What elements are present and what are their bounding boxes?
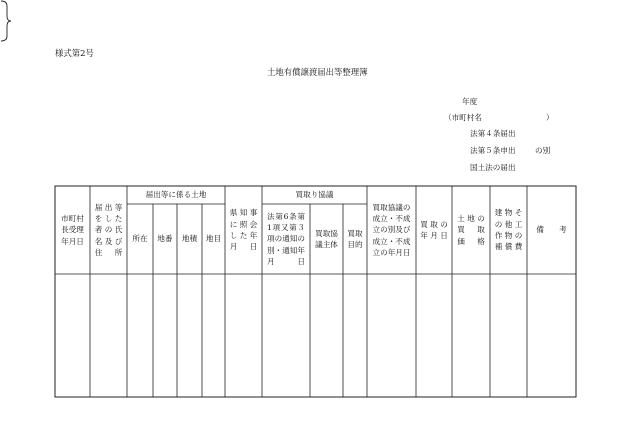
ledger-entry-area [55, 274, 576, 397]
header-purchase-date: 買 取 の 年月日 [420, 219, 448, 240]
header-prefecture-inquiry-date: 県 知 事 に 照 会 し た 年 月日 [229, 208, 258, 252]
header-land-category: 地目 [205, 234, 222, 244]
header-purchaser: 買取協 議主体 [315, 228, 338, 249]
municipality-close-paren: ） [546, 113, 554, 122]
header-land-location: 所在 [132, 234, 148, 244]
header-agreement-status-date: 買取協議の 成立・不成 立の別及び 成立・不成 立の年月日 [372, 202, 411, 257]
law-item-national-land: 国土法の届出 [470, 163, 516, 172]
header-notice-type-date: 法第6条第 1項又第３ 項の通知の 別・通知年 月日 [267, 211, 305, 266]
header-receipt-date: 市町村 長受理 年月日 [61, 214, 84, 246]
law-item-article4: 法第４条届出 [470, 129, 516, 138]
document-title: 土地有償譲渡届出等整理簿 [267, 67, 368, 77]
header-land-area: 地積 [181, 234, 198, 244]
distinction-suffix: の別 [535, 146, 551, 155]
header-land-lot-number: 地番 [157, 234, 173, 244]
municipality-name-label: （市町村名 [444, 113, 482, 122]
fiscal-year-label: 年度 [462, 97, 478, 106]
header-group-land: 届出等に係る土地 [145, 190, 207, 200]
header-notifier-name-address: 届 出 等 を し た 者 の 氏 名 及 び 住所 [94, 202, 123, 257]
header-remarks: 備 考 [536, 225, 567, 235]
header-purchase-purpose: 買取 目的 [347, 228, 363, 249]
header-group-purchase-consultation: 買取り協議 [295, 190, 334, 200]
header-land-purchase-price: 土 地 の 買 取 価 格 [457, 214, 485, 246]
header-building-compensation: 建 物 そ の 他 工 作 物 の 補償費 [494, 208, 523, 252]
law-item-article5: 法第５条申出 [470, 146, 516, 155]
form-number-label: 様式第2号 [55, 48, 94, 58]
